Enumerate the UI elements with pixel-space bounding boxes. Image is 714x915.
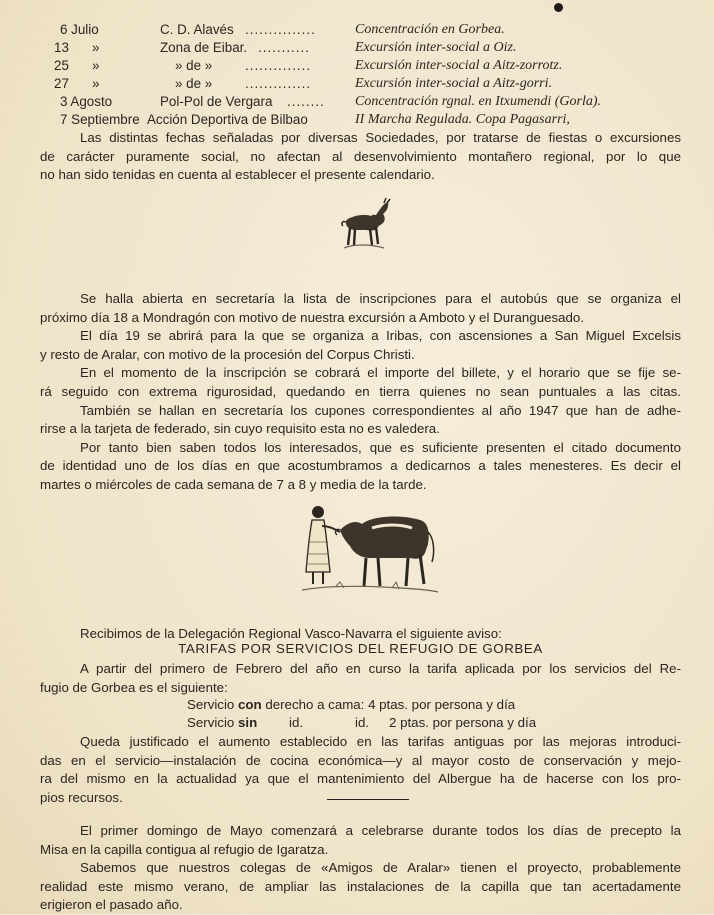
text-line: erigieron el pasado año. — [40, 897, 183, 913]
tarifa-emphasis: con — [238, 697, 262, 712]
tarifa-text: 2 ptas. por persona y día — [389, 715, 537, 730]
text-line: realidad este mismo verano, de ampliar las instalaciones de la capilla que tan acertadamente — [40, 878, 681, 894]
calendar-event: II Marcha Regulada. Copa Pagasarri, — [355, 112, 570, 127]
text-line: A partir del primero de Febrero del año en curso la tarifa aplicada por los servicios del Re- — [80, 661, 681, 676]
text-line: También se hallan en secretaría los cupones correspondientes al año 1947 que han de adhe- — [80, 402, 681, 418]
text-line: de carácter puramente social, no afectan al desenvolvimiento montañero regional, por lo que — [40, 148, 681, 164]
calendar-date: 6 Julio — [60, 22, 99, 37]
text-line: Por tanto bien saben todos los interesados, que es suficiente presenten el citado documento — [80, 439, 681, 455]
ditto-mark: » — [92, 76, 100, 91]
calendar-event: Excursión inter-social a Aitz-zorrotz. — [355, 58, 563, 73]
calendar-organizer: C. D. Alavés — [160, 22, 234, 37]
text-line: y resto de Aralar, con motivo de la procesión del Corpus Christi. — [40, 346, 415, 362]
capilla-notice — [40, 822, 681, 915]
text-line: rirse a la tarjeta de federado, sin cuyo requisito esta no es valedera. — [40, 421, 440, 437]
tarifa-text: derecho a cama: 4 ptas. por persona y día — [261, 697, 516, 712]
calendar-date: 27 — [54, 76, 69, 91]
text-line: pios recursos. — [40, 789, 123, 805]
calendar-date: 13 — [54, 40, 69, 55]
text-line: Queda justificado el aumento establecido en las tarifas antiguas por las mejoras introduci- — [80, 734, 681, 749]
text-line: Misa en la capilla contigua al refugio de Igaratza. — [40, 841, 329, 857]
tarifa-emphasis: sin — [238, 715, 258, 730]
leader-dots: ........ — [287, 94, 325, 109]
tarifa-text: Servicio — [187, 697, 238, 712]
ditto-id: id. — [289, 715, 304, 730]
text-line: Recibimos de la Delegación Regional Vasco-Navarra el siguiente aviso: — [80, 626, 502, 641]
section-divider — [327, 799, 409, 800]
goat-illustration — [336, 197, 392, 257]
text-line: En el momento de la inscripción se cobrará el importe del billete, y el horario que se fije se- — [80, 365, 681, 381]
text-line: martes o miércoles de cada semana de 7 a 8 y media de la tarde. — [40, 476, 427, 492]
text-line: El primer domingo de Mayo comenzará a celebrarse durante todos los días de precepto la — [80, 823, 681, 838]
calendar-row — [0, 93, 714, 111]
woman-and-cow-illustration — [300, 502, 440, 598]
calendar-date: 3 Agosto — [60, 94, 113, 109]
refugio-paragraph — [40, 660, 681, 697]
leader-dots: ........... — [258, 40, 310, 55]
calendar-date: 7 Septiembre — [60, 112, 140, 127]
calendar-row — [0, 21, 714, 39]
calendar-organizer: Pol-Pol de Vergara — [160, 94, 273, 109]
calendar-organizer: Acción Deportiva de Bilbao — [147, 112, 308, 127]
tarifa-sin-cama — [187, 715, 537, 730]
ditto-mark: » — [92, 40, 100, 55]
calendar-row — [0, 57, 714, 75]
tarifa-text: Servicio — [187, 715, 238, 730]
calendar-date: 25 — [54, 58, 69, 73]
calendar-row — [0, 111, 714, 129]
text-line: fugio de Gorbea es el siguiente: — [40, 679, 228, 695]
secretaria-notice — [40, 290, 681, 495]
text-line: El día 19 se abrirá para la que se organiza a Iribas, con ascensiones a San Miguel Excelsis — [80, 328, 681, 344]
tarifa-con-cama — [187, 697, 515, 712]
text-line: Sabemos que nuestros colegas de «Amigos de Aralar» tienen el proyecto, probablemente — [80, 860, 681, 876]
calendar-event: Excursión inter-social a Aitz-gorri. — [355, 76, 553, 91]
leader-dots: ............... — [245, 22, 316, 37]
calendar-row — [0, 75, 714, 93]
ink-dot — [554, 3, 563, 12]
calendar-note — [40, 129, 681, 185]
refugio-justification — [40, 733, 681, 807]
text-line: das en el servicio—instalación de cocina económica—y al mayor costo de conservación y mejo- — [40, 752, 681, 768]
calendar-organizer: » de » — [175, 76, 213, 91]
calendar-organizer: » de » — [175, 58, 213, 73]
text-line: de identidad uno de los días en que acostumbramos a dedicarnos a tales menesteres. Es decir el — [40, 458, 681, 474]
leader-dots: .............. — [245, 58, 312, 73]
calendar-event: Excursión inter-social a Oiz. — [355, 40, 517, 55]
text-line: próximo día 18 a Mondragón con motivo de nuestra excursión a Amboto y el Duranguesado. — [40, 309, 585, 325]
text-line: ra del mismo en la actualidad ya que el mantenimiento del Albergue ha de hacerse con los pro- — [40, 771, 681, 787]
text-line: rá seguido con extrema rigurosidad, quedando en tierra quienes no sean puntuales a las citas. — [40, 383, 681, 399]
tarifas-heading: TARIFAS POR SERVICIOS DEL REFUGIO DE GORBEA — [178, 641, 543, 656]
calendar-event: Concentración en Gorbea. — [355, 22, 505, 37]
ditto-mark: » — [92, 58, 100, 73]
text-line: Las distintas fechas señaladas por diversas Sociedades, por tratarse de fiestas o excursiones — [80, 130, 681, 145]
text-line: Se halla abierta en secretaría la lista de inscripciones para el autobús que se organiza el — [80, 291, 681, 306]
calendar-event: Concentración rgnal. en Itxumendi (Gorla). — [355, 94, 601, 109]
calendar-organizer: Zona de Eibar. — [160, 40, 248, 55]
leader-dots: .............. — [245, 76, 312, 91]
ditto-id: id. — [355, 715, 370, 730]
calendar-row — [0, 39, 714, 57]
text-line: no han sido tenidas en cuenta al establecer el presente calendario. — [40, 167, 435, 183]
